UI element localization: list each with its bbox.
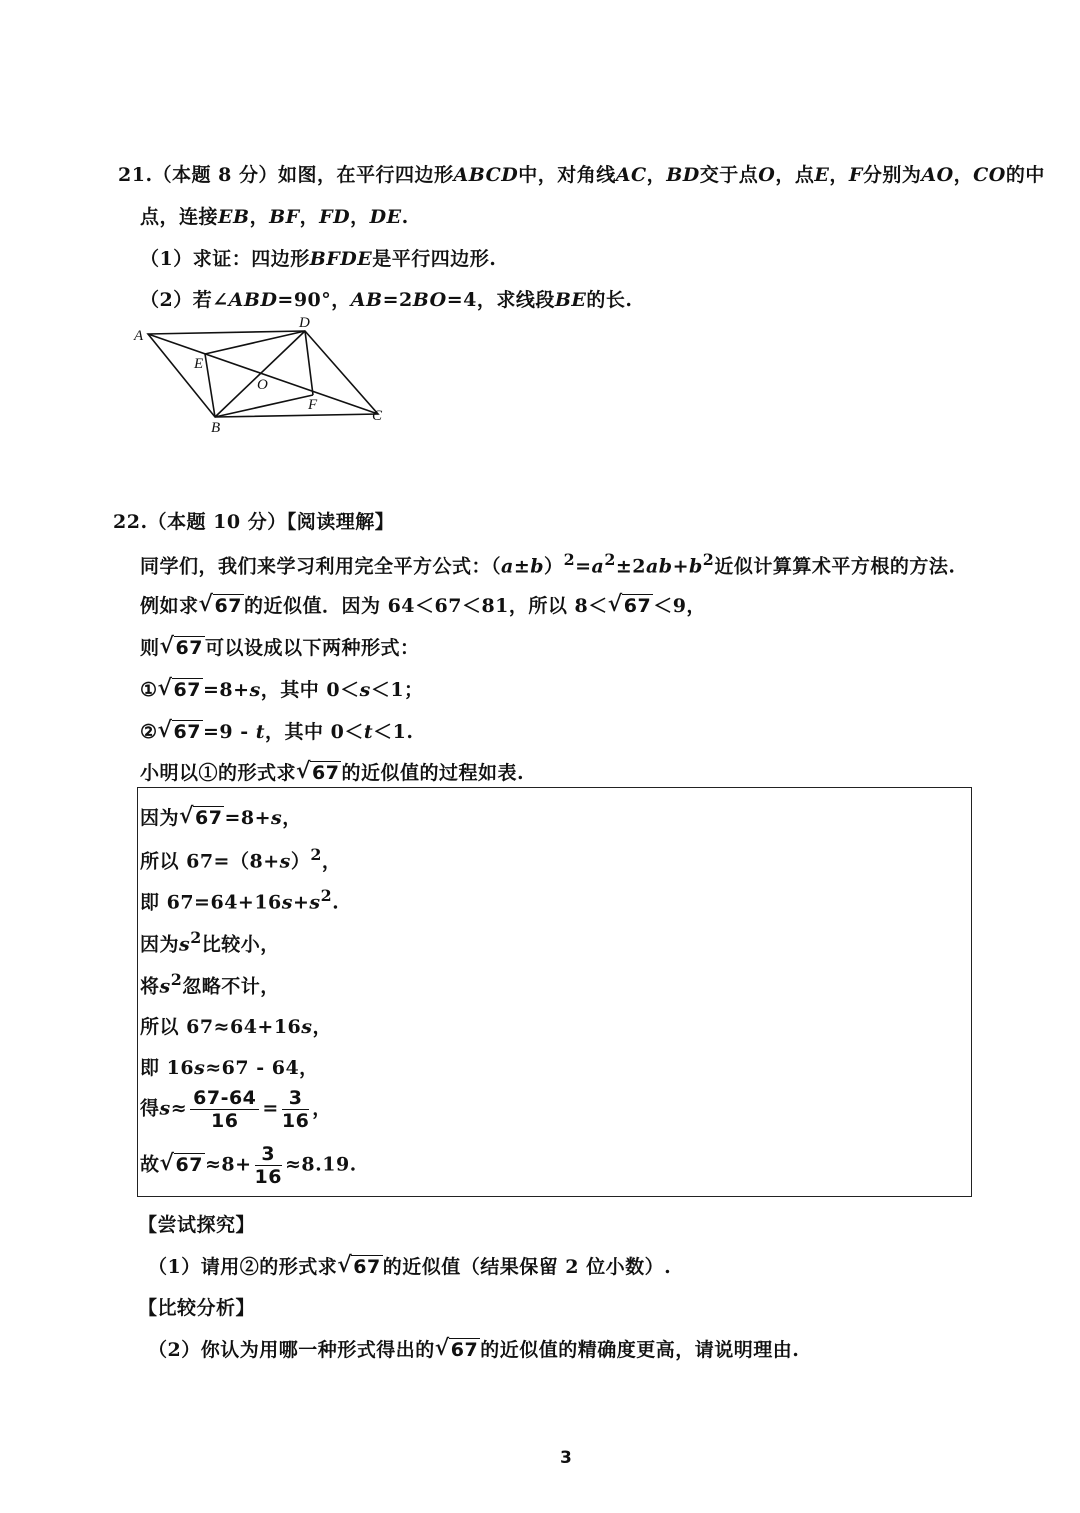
try-header: 【尝试探究】 bbox=[138, 1214, 256, 1236]
box-line3: 即 $67=64+16s+s^2$. bbox=[140, 886, 340, 914]
segment-bf bbox=[215, 395, 313, 417]
sqrt-67: √ 67 bbox=[157, 675, 201, 701]
q22-form1: ① √ 67 =8+s，其中 0＜s＜1； bbox=[140, 675, 424, 701]
label-f: F bbox=[308, 397, 318, 413]
box-line7: 即 16s≈67 - 64， bbox=[140, 1057, 319, 1079]
sqrt-67: √ 67 bbox=[434, 1335, 479, 1361]
box-line4: 因为$s^2$比较小， bbox=[140, 928, 280, 956]
label-d: D bbox=[299, 315, 310, 331]
q22-part2: （2）你认为用哪一种形式得出的 √ 67 的近似值的精确度更高，请说明理由. bbox=[148, 1335, 800, 1361]
label-a: A bbox=[134, 328, 144, 344]
sqrt-67: √ 67 bbox=[198, 591, 242, 617]
fraction-67-64-over-16: $\frac{67-64}{16}$ bbox=[190, 1087, 259, 1132]
q22-part1: （1）请用②的形式求 √ 67 的近似值（结果保留 2 位小数）. bbox=[148, 1252, 672, 1278]
q22-form2: ② √ 67 =9 - t，其中 0＜t＜1. bbox=[140, 717, 414, 743]
sqrt-67: √ 67 bbox=[337, 1252, 381, 1278]
q21-line2: 点，连接EB，BF，FD，DE. bbox=[140, 206, 409, 228]
q21-part1: （1）求证：四边形BFDE是平行四边形. bbox=[140, 248, 497, 270]
q22-xiaoming: 小明以①的形式求 √ 67 的近似值的过程如表. bbox=[140, 758, 525, 784]
label-b: B bbox=[211, 420, 221, 436]
label-o: O bbox=[257, 377, 268, 393]
box-line5: 将$s^2$忽略不计， bbox=[140, 970, 280, 998]
sqrt-67: √ 67 bbox=[179, 803, 223, 829]
q22-header: 22.（本题 10 分）【阅读理解】 bbox=[113, 511, 395, 533]
box-line8: 得s≈ $\frac{67-64}{16}$ = $\frac{3}{16}$ ， bbox=[140, 1087, 332, 1132]
label-e: E bbox=[194, 356, 204, 372]
box-line9: 故 √ 67 ≈8+ $\frac{3}{16}$ ≈8.19. bbox=[140, 1143, 357, 1188]
q21-part2: （2）若∠ABD=90°，AB=2BO=4，求线段BE的长. bbox=[140, 289, 633, 311]
box-line1: 因为 √ 67 =8+s， bbox=[140, 803, 302, 829]
q22-example: 例如求 √ 67 的近似值．因为 64＜67＜81，所以 8＜ √ 67 ＜9， bbox=[140, 591, 706, 617]
diagonal-bd bbox=[215, 331, 305, 417]
q22-intro: 同学们，我们来学习利用完全平方公式：$(a\pm b)^2=a^2\pm 2ab+b^2$近似计算算术平方根的方法. bbox=[140, 550, 956, 578]
box-line2: 所以 $67=(8+s)^2$， bbox=[140, 845, 342, 873]
fraction-3-over-16: $\frac{3}{16}$ bbox=[254, 1143, 282, 1188]
segment-fd bbox=[305, 331, 313, 395]
fraction-3-over-16: $\frac{3}{16}$ bbox=[281, 1087, 310, 1132]
parallelogram-figure bbox=[120, 310, 400, 440]
sqrt-67: √ 67 bbox=[159, 633, 203, 659]
compare-header: 【比较分析】 bbox=[138, 1297, 256, 1319]
box-line6: 所以 67≈64+16s， bbox=[140, 1016, 332, 1038]
sqrt-67: √ 67 bbox=[296, 758, 340, 784]
q22-then: 则 √ 67 可以设成以下两种形式： bbox=[140, 633, 420, 659]
sqrt-67: √ 67 bbox=[607, 591, 652, 617]
q21-line1: 21.（本题 8 分）如图，在平行四边形ABCD中，对角线AC，BD交于点O，点E，F分别为AO，CO的中 bbox=[118, 164, 1045, 186]
page-number: 3 bbox=[560, 1448, 572, 1468]
sqrt-67: √ 67 bbox=[159, 1149, 203, 1176]
sqrt-67: √ 67 bbox=[157, 717, 201, 743]
segment-de bbox=[205, 331, 305, 354]
label-c: C bbox=[372, 408, 383, 424]
